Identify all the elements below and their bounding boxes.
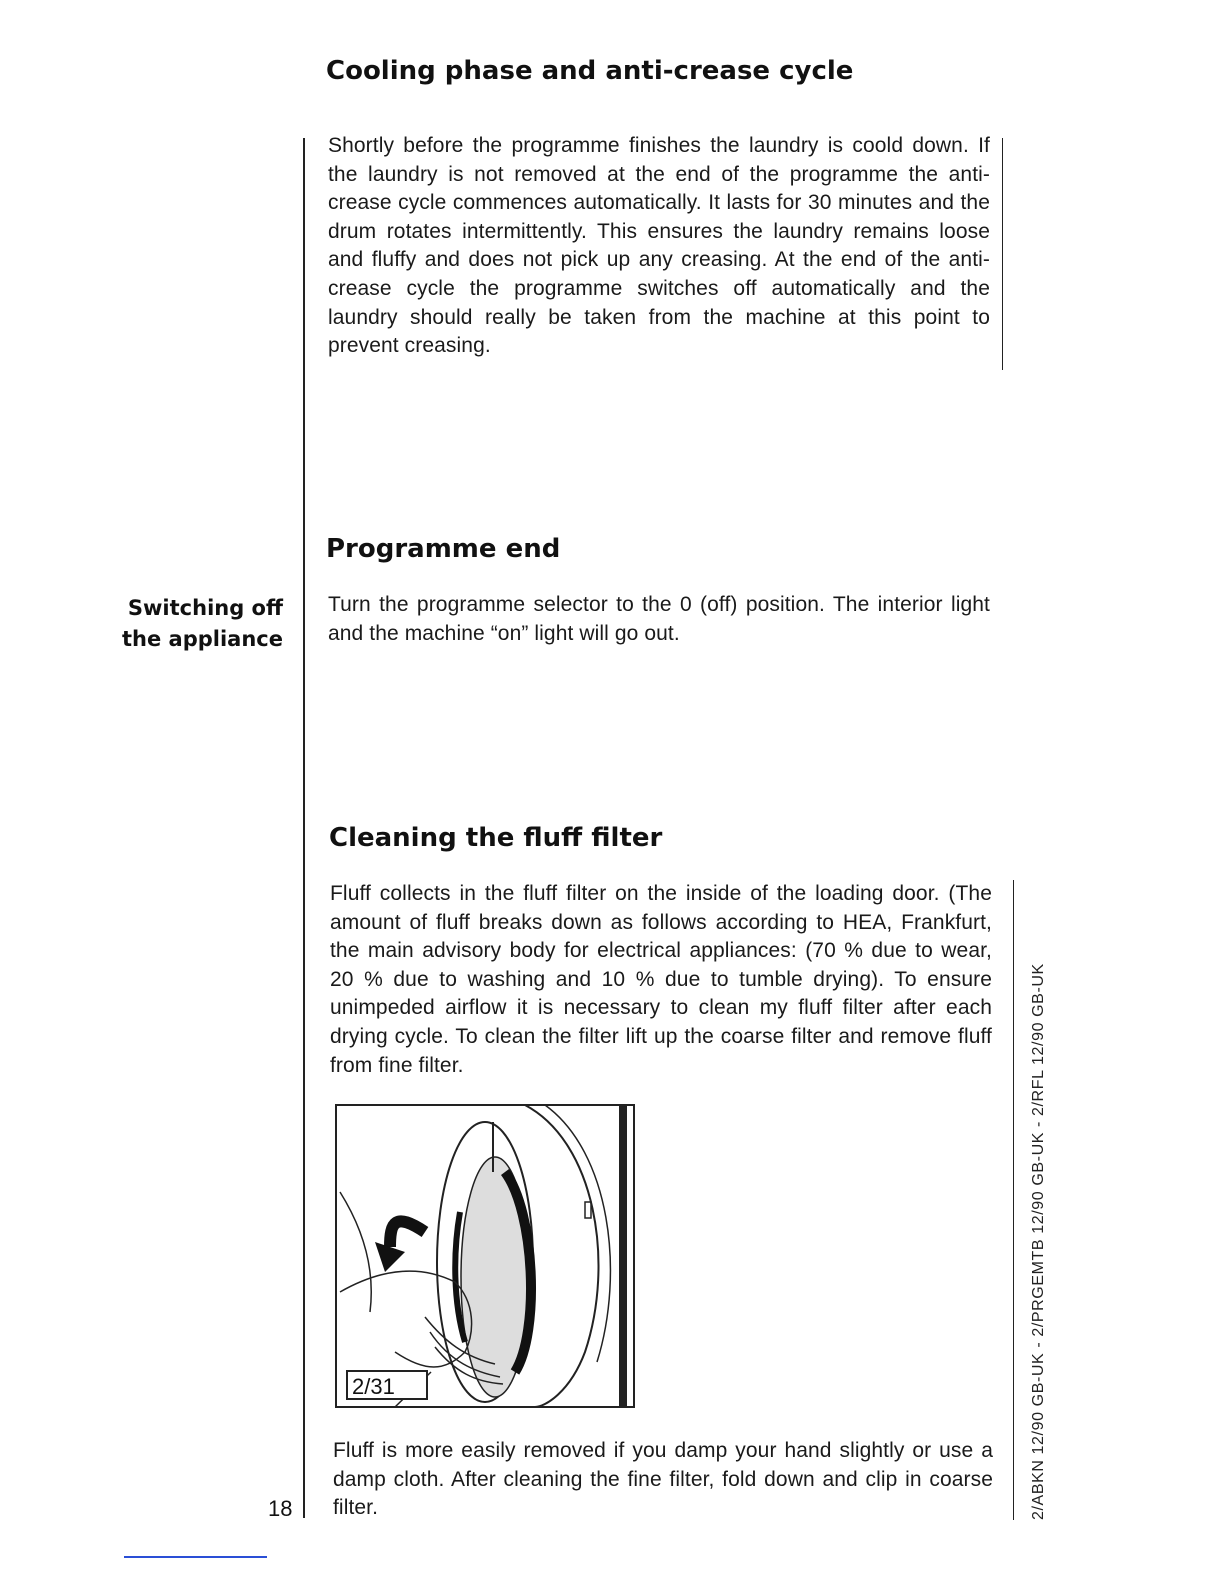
fluff-filter-body: Fluff collects in the fluff filter on the inside of the loading door. (The amount of fluff breaks down as follows according to HEA, Frankfurt, the main advisory body for electrical appliances: (70 % due to wear, 20 % due to washing and 10 % due to tumble drying). To ensure unimpeded airflow it is necessary to clean my fluff filter after each drying cycle. To clean the filter lift up the coarse filter and remove fluff from fine filter. <box>330 882 992 1077</box>
programme-end-heading: Programme end <box>326 534 561 564</box>
switching-off-label <box>100 593 283 655</box>
right-rule-bottom <box>1013 880 1014 1520</box>
page-number: 18 <box>268 1496 293 1521</box>
cooling-heading: Cooling phase and anti-crease cycle <box>326 56 854 86</box>
side-label-line1: Switching off <box>127 596 283 620</box>
side-label-line2: the appliance <box>122 627 283 651</box>
programme-end-body: Turn the programme selector to the 0 (off) position. The interior light and the machine “on” light will go out. <box>328 593 990 645</box>
cooling-body: Shortly before the programme finishes the laundry is coold down. If the laundry is not removed at the end of the programme the anti-crease cycle commences automatically. It lasts for 30 minutes and the drum rotates intermittently. This ensures the laundry remains loose and fluffy and does not pick up any creasing. At the end of the anti-crease cycle the programme switches off automatically and the laundry should really be taken from the machine at this point to prevent creasing. <box>328 134 990 358</box>
figure-label: 2/31 <box>346 1370 428 1400</box>
right-rule-top <box>1002 138 1003 370</box>
fluff-filter-illustration <box>335 1102 637 1410</box>
bottom-divider <box>124 1556 267 1558</box>
fluff-filter-heading: Cleaning the fluff filter <box>329 823 663 853</box>
document-code: 2/ABKN 12/90 GB-UK - 2/PRGEMTB 12/90 GB-UK - 2/RFL 12/90 GB-UK <box>1030 963 1047 1520</box>
left-column-rule <box>303 138 305 1518</box>
after-figure-body: Fluff is more easily removed if you damp your hand slightly or use a damp cloth. After cleaning the fine filter, fold down and clip in coarse filter. <box>333 1439 993 1520</box>
